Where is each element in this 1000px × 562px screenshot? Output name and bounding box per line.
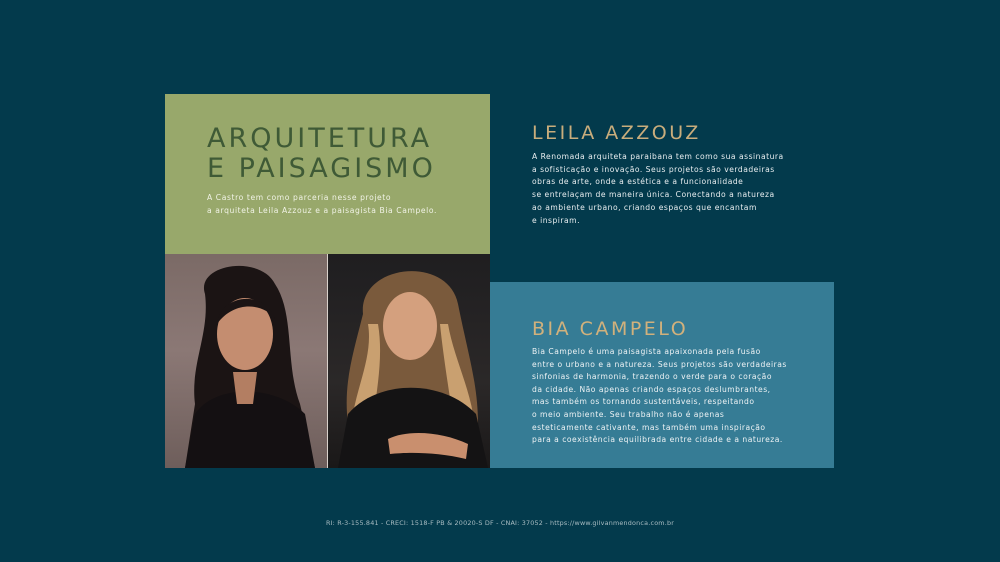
bio-line: para a coexistência equilibrada entre cidade e a natureza. xyxy=(532,435,783,445)
bio-line: sinfonias de harmonia, trazendo o verde para o coração xyxy=(532,372,772,382)
bia-name: BIA CAMPELO xyxy=(532,318,689,340)
intro-title-line: ARQUITETURA xyxy=(207,123,433,154)
bio-line: a sofisticação e inovação. Seus projetos são verdadeiras xyxy=(532,164,775,174)
bio-line: A Renomada arquiteta paraibana tem como sua assinatura xyxy=(532,152,784,161)
bio-line: se entrelaçam de maneira única. Conectando a natureza xyxy=(532,190,775,200)
intro-panel xyxy=(165,94,490,254)
leila-section xyxy=(532,122,832,227)
bio-line: mas também os tornando sustentáveis, respeitando xyxy=(532,397,755,407)
bia-panel xyxy=(490,282,834,468)
intro-text xyxy=(207,192,487,217)
bio-line: esteticamente cativante, mas também uma inspiração xyxy=(532,422,766,432)
bio-line: Bia Campelo é uma paisagista apaixonada pela fusão xyxy=(532,347,761,356)
bia-campelo-photo xyxy=(328,254,490,468)
footer-legal-text: RI: R-3-155.841 - CRECI: 1518-F PB & 20020-S DF - CNAI: 37052 - https://www.gilvanmendonca.com.br xyxy=(325,519,675,527)
bia-section xyxy=(532,318,832,447)
leila-bio xyxy=(532,151,832,227)
bio-line: da cidade. Não apenas criando espaços deslumbrantes, xyxy=(532,384,771,394)
bio-line: obras de arte, onde a estética e a funcionalidade xyxy=(532,177,744,187)
bio-line: o meio ambiente. Seu trabalho não é apenas xyxy=(532,409,725,419)
bia-bio xyxy=(532,346,832,447)
bio-line: e inspiram. xyxy=(532,215,580,225)
bio-line: entre o urbano e a natureza. Seus projetos são verdadeiras xyxy=(532,359,787,369)
intro-title xyxy=(207,124,436,184)
bio-line: ao ambiente urbano, criando espaços que encantam xyxy=(532,202,757,212)
portrait-photos xyxy=(165,254,490,468)
intro-title-line: E PAISAGISMO xyxy=(207,153,436,184)
intro-text-line: A Castro tem como parceria nesse projeto xyxy=(207,193,392,202)
leila-azzouz-photo xyxy=(165,254,327,468)
leila-name: LEILA AZZOUZ xyxy=(532,122,701,144)
intro-text-line: a arquiteta Leila Azzouz e a paisagista Bia Campelo. xyxy=(207,205,437,215)
